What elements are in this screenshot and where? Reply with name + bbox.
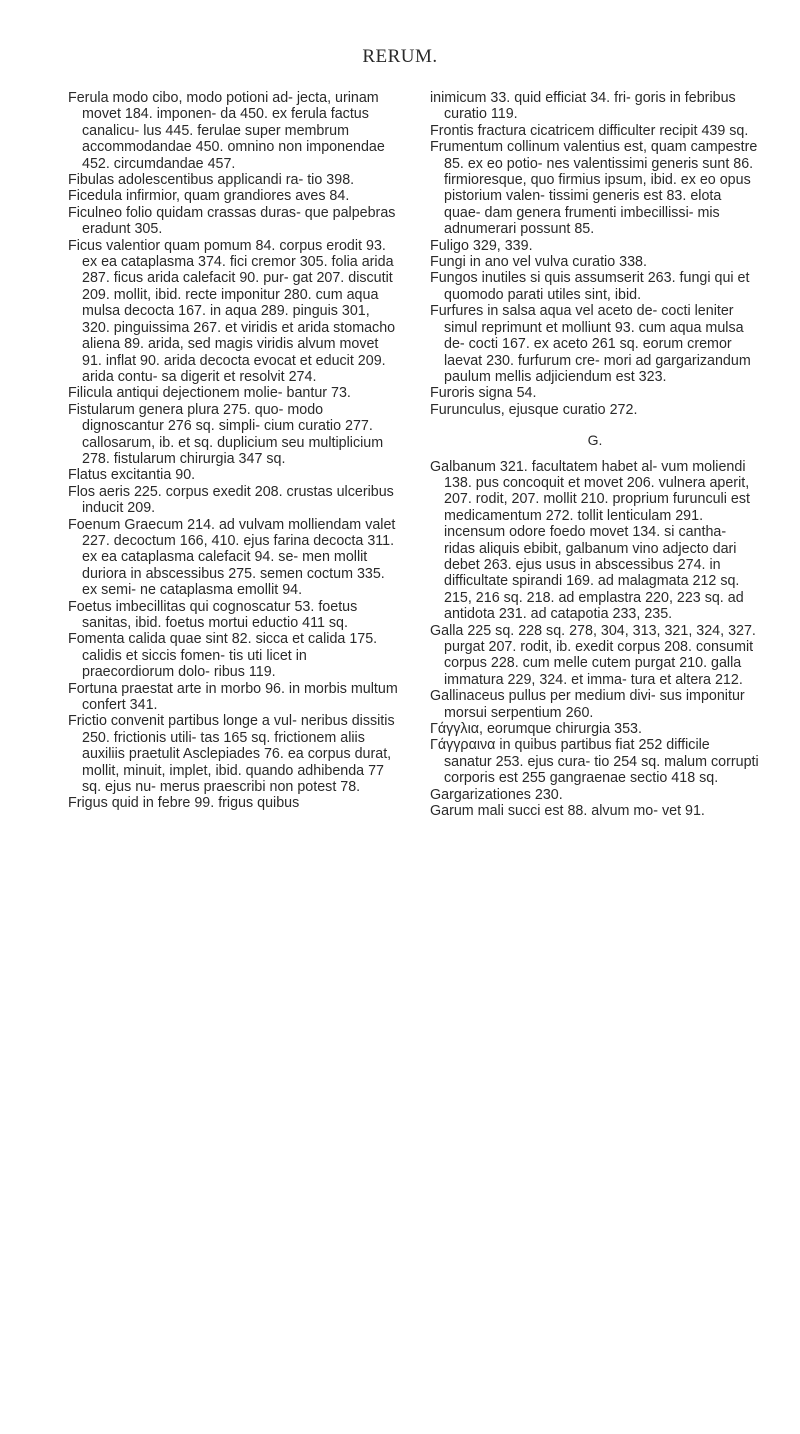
entry-text: Fistularum genera plura 275. quo- modo dignoscantur 276 sq. simpli- cium curatio 277. callosarum, ib. et sq. duplicium seu multiplicium 278. fistularum chirurgia 347 sq. <box>68 401 384 467</box>
index-entry <box>68 402 398 468</box>
entry-text: Fungos inutiles si quis assumserit 263. fungi qui et quomodo parati utiles sint, ibid. <box>430 270 750 303</box>
index-entry <box>68 517 398 599</box>
index-entry <box>68 484 398 517</box>
index-entry <box>68 631 398 680</box>
entry-text: Galbanum 321. facultatem habet al- vum moliendi 138. pus concoquit et movet 206. vulnera aperit, 207. rodit, 207. mollit 210. proprium furunculi est medicamentum 272. tollit lenticulam 291. incensum odore foedo movet 134. si cantha- ridas aliquis ebibit, galbanum vino adjecto dari debet 263. ejus usus in abscessibus 274. in difficultate spirandi 169. ad malagmata 212 sq. 215, 216 sq. 218. ad emplastra 220, 223 sq. ad antidota 231. ad catapotia 233, 235. <box>430 458 750 623</box>
index-entry <box>430 385 760 401</box>
index-entry <box>430 402 760 418</box>
entry-text: Gargarizationes 230. <box>430 786 563 803</box>
entry-text: inimicum 33. quid efficiat 34. fri- goris in febribus curatio 119. <box>430 90 736 123</box>
index-entry <box>68 467 398 483</box>
entry-text: Ferula modo cibo, modo potioni ad- jecta, urinam movet 184. imponen- da 450. ex ferula factus canalicu- lus 445. ferulae super membrum accommodandae 450. omnino non imponendae 452. circumdandae 457. <box>68 90 385 172</box>
entry-text: Ficus valentior quam pomum 84. corpus erodit 93. ex ea cataplasma 374. fici cremor 305. folia arida 287. ficus arida calefacit 90. pur- gat 207. discutit 209. mollit, ibid. recte imponitur 280. cum aqua mulsa decocta 167. in aqua 289. pinguis 301, 320. pinguissima 267. et viridis et arida stomacho aliena 89. arida, sed magis viridis alvum movet 91. inflat 90. arida decocta evocat et educit 209. arida contu- sa digerit et resolvit 274. <box>68 237 396 385</box>
entry-text: Gallinaceus pullus per medium divi- sus imponitur morsui serpentium 260. <box>430 688 745 721</box>
index-entry <box>430 254 760 270</box>
entry-text: Γάγγραινα in quibus partibus fiat 252 difficile sanatur 253. ejus cura- tio 254 sq. malum corrupti corporis est 255 gangraenae sectio 418 sq. <box>430 737 759 787</box>
index-entry <box>430 238 760 254</box>
index-entry <box>430 459 760 623</box>
entry-text: Fuligo 329, 339. <box>430 237 533 254</box>
entry-text: Γάγγλια, eorumque chirurgia 353. <box>430 721 642 738</box>
entry-text: Fungi in ano vel vulva curatio 338. <box>430 254 647 271</box>
index-entry <box>430 123 760 139</box>
entry-text: Frumentum collinum valentius est, quam campestre 85. ex eo potio- nes valentissimi generis sunt 86. firmioresque, quo firmius ipsum, ibid. ex eo opus pistorium valen- tissimi generis est 83. elota quae- dam genera frumenti imbecillissi- mis adnumerari possunt 85. <box>430 139 758 238</box>
index-entry <box>68 599 398 632</box>
index-entry <box>68 205 398 238</box>
entry-text: Frictio convenit partibus longe a vul- neribus dissitis 250. frictionis utili- tas 165 sq. frictionem aliis auxiliis praetulit Asclepiades 76. ea corpus durat, mollit, minuit, implet, ibid. quando adhibenda 77 sq. ejus nu- merus praescribi non potest 78. <box>68 713 395 796</box>
entry-text: Frigus quid in febre 99. frigus quibus <box>68 795 300 812</box>
index-entry <box>430 787 760 803</box>
entry-text: Flos aeris 225. corpus exedit 208. crustas ulceribus inducit 209. <box>68 483 394 517</box>
page-header: RERUM. <box>362 46 438 67</box>
index-entry <box>430 90 760 123</box>
index-entry <box>68 238 398 386</box>
entry-text: Foenum Graecum 214. ad vulvam molliendam valet 227. decoctum 166, 410. ejus farina decocta 311. ex ea cataplasma calefacit 94. se- men mollit duriora in abscessibus 275. semen coctum 335. ex semi- ne cataplasma emollit 94. <box>68 516 396 599</box>
entry-text: Flatus excitantia 90. <box>68 467 196 484</box>
entry-text: Frontis fractura cicatricem difficulter recipit 439 sq. <box>430 122 749 139</box>
entry-text: Galla 225 sq. 228 sq. 278, 304, 313, 321, 324, 327. purgat 207. rodit, ib. exedit corpus 208. consumit corpus 228. cum melle cutem purgat 210. galla immatura 229, 324. et imma- tura et altera 212. <box>430 622 756 688</box>
index-entry <box>68 681 398 714</box>
index-entry <box>68 172 398 188</box>
index-entry <box>430 737 760 786</box>
entry-text: Ficulneo folio quidam crassas duras- que palpebras eradunt 305. <box>68 204 396 238</box>
index-entry <box>430 623 760 689</box>
entry-text: Filicula antiqui dejectionem molie- bantur 73. <box>68 385 351 402</box>
left-column <box>68 90 398 812</box>
section-letter-heading: G. <box>587 432 603 449</box>
entry-text: Foetus imbecillitas qui cognoscatur 53. foetus sanitas, ibid. foetus mortui eductio 411 sq. <box>68 598 358 631</box>
entry-text: Furoris signa 54. <box>430 385 537 402</box>
index-entry <box>68 713 398 795</box>
entry-text: Fortuna praestat arte in morbo 96. in morbis multum confert 341. <box>68 680 398 714</box>
index-entry <box>430 803 760 819</box>
index-entry <box>430 721 760 737</box>
entry-text: Ficedula infirmior, quam grandiores aves 84. <box>68 188 350 205</box>
entry-text: Garum mali succi est 88. alvum mo- vet 91. <box>430 803 705 820</box>
entry-text: Fibulas adolescentibus applicandi ra- tio 398. <box>68 172 355 189</box>
right-column <box>430 90 760 819</box>
entry-text: Fomenta calida quae sint 82. sicca et calida 175. calidis et siccis fomen- tis uti licet in praecordiorum dolo- ribus 119. <box>68 631 378 681</box>
index-entry <box>68 90 398 172</box>
index-entry <box>430 270 760 303</box>
index-entry <box>68 795 398 811</box>
entry-text: Furunculus, ejusque curatio 272. <box>430 401 638 418</box>
index-entry <box>68 188 398 204</box>
index-entry <box>430 303 760 385</box>
index-entry <box>430 688 760 721</box>
index-entry <box>430 139 760 237</box>
entry-text: Furfures in salsa aqua vel aceto de- cocti leniter simul reprimunt et molliunt 93. cum aqua mulsa de- cocti 167. ex aceto 261 sq. eorum cremor laevat 230. furfurum cre- mori ad gargarizandum paulum mellis adjiciendum est 323. <box>430 303 751 385</box>
index-entry <box>68 385 398 401</box>
